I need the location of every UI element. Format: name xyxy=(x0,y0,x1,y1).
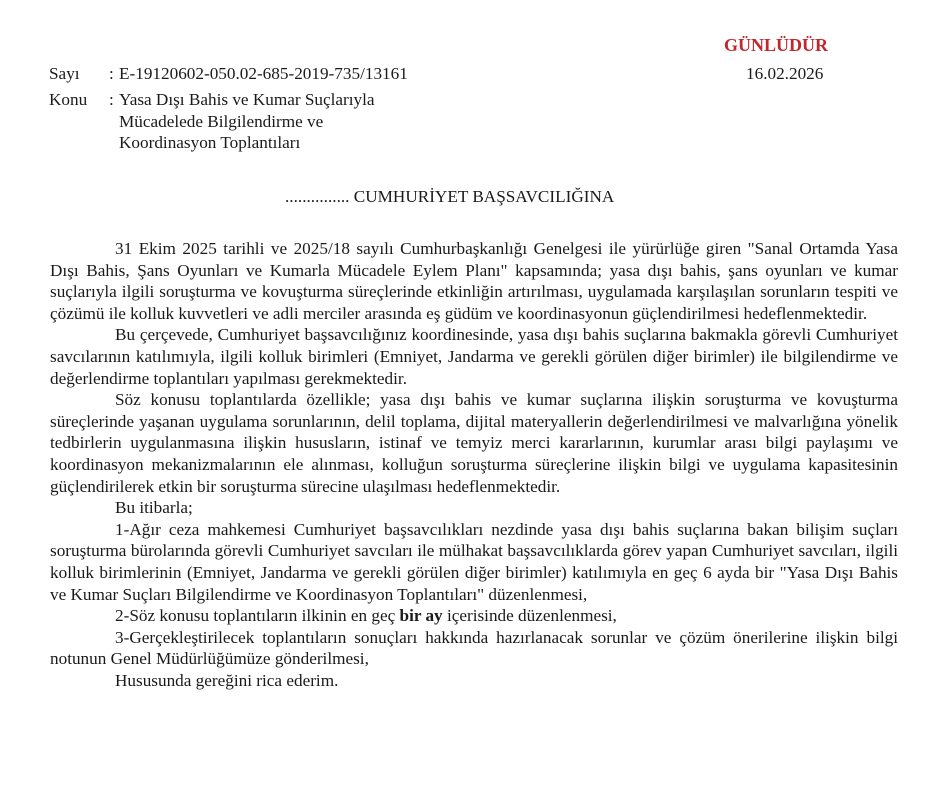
item2-text-post: içerisinde düzenlenmesi, xyxy=(442,606,617,626)
list-item-3: 3-Gerçekleştirilecek toplantıların sonuçları hakkında hazırlanacak sorunlar ve çözüm önerilerine ilişkin bilgi notunun Genel Müdürlüğümüze gönderilmesi, xyxy=(50,627,898,669)
document-date: 16.02.2026 xyxy=(746,64,824,83)
item2-text-pre: 2-Söz konusu toplantıların ilkinin en geç xyxy=(115,606,400,626)
konu-row xyxy=(49,89,408,154)
document-meta xyxy=(49,63,408,154)
paragraph-intro: 31 Ekim 2025 tarihli ve 2025/18 sayılı Cumhurbaşkanlığı Genelgesi ile yürürlüğe giren "Sanal Ortamda Yasa Dışı Bahis, Şans Oyunları ve Kumarla Mücadele Eylem Planı" kapsamında; yasa dışı bahis, şans oyunları ve kumar suçlarıyla ilgili soruşturma ve kovuşturma süreçlerinde etkinliğin artırılması, uygulamada karşılaşılan sorunların tespiti ve çözümü ile kolluk kuvvetleri ve adli merciler arasında eş güdüm ve koordinasyonun güçlendirilmesi hedeflenmektedir. xyxy=(50,239,898,323)
paragraph-framework: Bu çerçevede, Cumhuriyet başsavcılığınız koordinesinde, yasa dışı bahis suçlarına bakmakla görevli Cumhuriyet savcılarının katılımıyla, ilgili kolluk birimleri (Emniyet, Jandarma ve gerekli görülen diğer birimler) ile bilgilendirme ve değerlendirme toplantıları yapılması gerekmektedir. xyxy=(50,325,898,388)
konu-line: Koordinasyon Toplantıları xyxy=(119,133,301,153)
item2-deadline-emphasis: bir ay xyxy=(399,606,443,626)
konu-subject xyxy=(119,89,375,154)
sayi-row xyxy=(49,63,408,89)
urgency-label: GÜNLÜDÜR xyxy=(724,35,829,55)
konu-label: Konu xyxy=(49,90,88,109)
list-item-2 xyxy=(50,605,898,627)
sayi-value: E-19120602-050.02-685-2019-735/13161 xyxy=(119,64,408,83)
addressee-heading: ............... CUMHURİYET BAŞSAVCILIĞINA xyxy=(285,187,615,206)
letter-body xyxy=(50,238,898,691)
konu-separator: : xyxy=(109,90,114,109)
list-item-1: 1-Ağır ceza mahkemesi Cumhuriyet başsavcılıkları nezdinde yasa dışı bahis suçlarına bakan bilişim suçları soruşturma bürolarında görevli Cumhuriyet savcıları ile mülhakat başsavcılıklarda görev yapan Cumhuriyet savcıları, ilgili kolluk birimlerinin (Emniyet, Jandarma ve gerekli görülen diğer birimler) katılımıyla en geç 6 ayda bir "Yasa Dışı Bahis ve Kumar Suçları Bilgilendirme ve Koordinasyon Toplantıları" düzenlenmesi, xyxy=(50,519,898,604)
konu-line: Yasa Dışı Bahis ve Kumar Suçlarıyla xyxy=(119,90,375,109)
sayi-separator: : xyxy=(109,64,114,83)
sayi-label: Sayı xyxy=(49,64,80,83)
closing-line: Hususunda gereğini rica ederim. xyxy=(115,670,339,690)
paragraph-topics: Söz konusu toplantılarda özellikle; yasa dışı bahis ve kumar suçlarına ilişkin soruşturma ve kovuşturma süreçlerinde yaşanan uygulama sorunlarının, delil toplama, dijital materyallerin değerlendirilmesi ve malvarlığına yönelik tedbirlerin uygulanmasına ilişkin hususların, istinaf ve temyiz merci kararlarının, kurumlar arası bilgi paylaşımı ve koordinasyon mekanizmalarının ele alınması, kolluğun soruşturma süreçlerine ilişkin bilgi ve uygulama kapasitesinin güçlendirilerek etkin bir soruşturma sürecine ulaşılması hedeflenmektedir. xyxy=(50,390,898,496)
konu-line: Mücadelede Bilgilendirme ve xyxy=(119,111,324,131)
paragraph-accordingly: Bu itibarla; xyxy=(115,498,193,518)
